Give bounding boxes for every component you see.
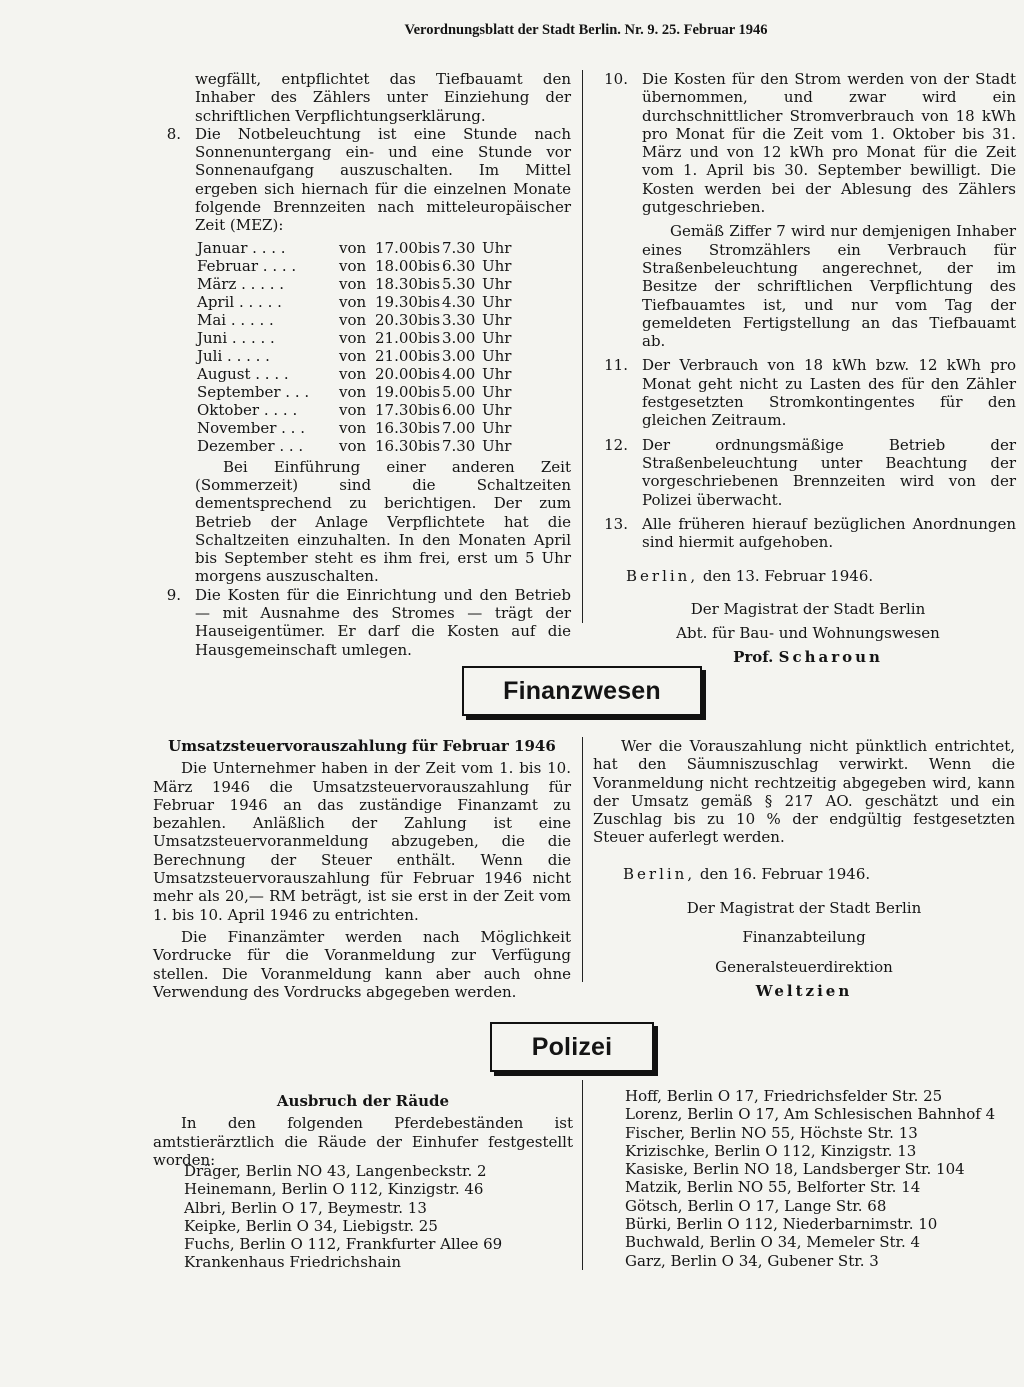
burn-times-cell-month: April . . . . . xyxy=(197,292,282,311)
item-12-number: 12. xyxy=(604,435,628,454)
finanz-dateline xyxy=(593,865,1015,883)
left-column-top xyxy=(153,70,571,659)
running-header: Verordnungsblatt der Stadt Berlin. Nr. 9. 25. Februar 1946 xyxy=(404,22,768,38)
finanz-dateline-city: Berlin, xyxy=(623,864,696,883)
finanz-paragraph-1: Die Unternehmer haben in der Zeit vom 1. bis 10. März 1946 die Umsatzsteuervorauszahlung für Februar 1946 an das zuständige Finanzamt zu bezahlen. Anläßlich der Zahlung ist eine Umsatzsteuervoranmeldung abzugeben, die die Berechnung der Steuer enthält. Wenn die Umsatzsteuervorauszahlung für Februar 1946 nicht mehr als 20,— RM beträgt, ist sie erst in der Zeit vom 1. bis 10. April 1946 zu entrichten. xyxy=(153,759,571,924)
burn-times-cell-von: von xyxy=(339,382,367,401)
section-title-polizei-text: Polizei xyxy=(531,1032,613,1061)
item-12-text: Der ordnungsmäßige Betrieb der Straßenbeleuchtung unter Beachtung der vorgeschriebenen Brennzeiten wird von der Polizei überwacht. xyxy=(642,435,1016,509)
burn-times-cell-bis: bis xyxy=(417,364,441,383)
stable-entry: Matzik, Berlin NO 55, Belforter Str. 14 xyxy=(625,1178,921,1197)
burn-times-cell-to: 3.00 xyxy=(441,328,476,347)
burn-times-cell-from: 21.00 xyxy=(375,328,418,347)
burn-times-cell-uhr: Uhr xyxy=(481,400,512,419)
signature-title: Prof. xyxy=(733,648,774,667)
item-10-paragraph-2: Gemäß Ziffer 7 wird nur demjenigen Inhaber eines Stromzählers ein Verbrauch für Straßenbeleuchtung angerechnet, der im Besitze der schriftlichen Verpflichtung des Tiefbauamtes ist, und nur vom Tag der gemeldeten Fertigstellung an das Tiefbauamt ab. xyxy=(642,222,1016,351)
dateline xyxy=(600,567,1016,585)
burn-times-cell-month: August . . . . xyxy=(197,364,289,383)
continued-paragraph: wegfällt, entpflichtet das Tiefbauamt den Inhaber des Zählers unter Einziehung der schriftlichen Verpflichtungserklärung. xyxy=(195,70,571,125)
burn-times-cell-uhr: Uhr xyxy=(481,310,512,329)
burn-times-cell-uhr: Uhr xyxy=(481,346,512,365)
burn-times-cell-von: von xyxy=(339,256,367,275)
burn-times-cell-to: 7.30 xyxy=(441,436,476,455)
burn-times-row xyxy=(197,239,511,257)
section-title-finanzwesen xyxy=(462,666,702,716)
burn-times-body xyxy=(197,239,511,455)
dateline-city: Berlin, xyxy=(626,567,699,586)
burn-times-row xyxy=(197,257,511,275)
burn-times-cell-to: 3.30 xyxy=(441,310,476,329)
signature-line-1: Der Magistrat der Stadt Berlin xyxy=(690,599,926,618)
stable-entry: Kasiske, Berlin NO 18, Landsberger Str. 104 xyxy=(625,1160,965,1179)
burn-times-cell-to: 7.30 xyxy=(441,238,476,257)
stable-entry: Keipke, Berlin O 34, Liebigstr. 25 xyxy=(184,1216,438,1235)
finanz-signature-name: Weltzien xyxy=(755,981,853,1000)
polizei-intro: In den folgenden Pferdebeständen ist amtstierärztlich die Räude der Einhufer festgestellt worden: xyxy=(153,1114,573,1169)
burn-times-cell-from: 18.00 xyxy=(375,256,418,275)
burn-times-row xyxy=(197,275,511,293)
burn-times-cell-von: von xyxy=(339,292,367,311)
burn-times-cell-von: von xyxy=(339,364,367,383)
burn-times-cell-month: Februar . . . . xyxy=(197,256,297,275)
burn-times-cell-uhr: Uhr xyxy=(481,364,512,383)
burn-times-cell-von: von xyxy=(339,418,367,437)
burn-times-cell-to: 6.30 xyxy=(441,256,476,275)
item-9 xyxy=(153,586,571,659)
item-11 xyxy=(600,356,1016,429)
dateline-date: den 13. Februar 1946. xyxy=(702,567,874,586)
section-title-polizei xyxy=(490,1022,654,1072)
signature-line-3 xyxy=(600,648,1016,666)
burn-times-cell-from: 19.00 xyxy=(375,382,418,401)
item-8 xyxy=(153,125,571,586)
finanz-left-column xyxy=(153,737,571,1001)
item-10-number: 10. xyxy=(604,70,628,88)
burn-times-cell-from: 17.00 xyxy=(375,238,418,257)
burn-times-cell-bis: bis xyxy=(417,310,441,329)
finanz-signature-3: Generalsteuerdirektion xyxy=(715,957,893,976)
finanz-subhead: Umsatzsteuervorauszahlung für Februar 1946 xyxy=(168,737,556,755)
burn-times-cell-von: von xyxy=(339,238,367,257)
burn-times-row xyxy=(197,365,511,383)
burn-times-cell-from: 16.30 xyxy=(375,418,418,437)
burn-times-cell-uhr: Uhr xyxy=(481,436,512,455)
burn-times-cell-to: 3.00 xyxy=(441,346,476,365)
signature-line-2: Abt. für Bau- und Wohnungswesen xyxy=(676,624,940,643)
item-13-number: 13. xyxy=(604,514,628,533)
burn-times-cell-to: 4.00 xyxy=(441,364,476,383)
burn-times-cell-month: Mai . . . . . xyxy=(197,310,274,329)
burn-times-row xyxy=(197,383,511,401)
item-9-text: Die Kosten für die Einrichtung und den Betrieb — mit Ausnahme des Stromes — trägt der Hauseigentümer. Er darf die Kosten auf die Hausgemeinschaft umlegen. xyxy=(195,585,571,659)
burn-times-cell-from: 20.30 xyxy=(375,310,418,329)
item-13 xyxy=(600,515,1016,552)
burn-times-cell-to: 5.00 xyxy=(441,382,476,401)
item-10-text: Die Kosten für den Strom werden von der Stadt übernommen, und zwar wird ein durchschnittlicher Stromverbrauch von 18 kWh pro Monat für die Zeit vom 1. Oktober bis 31. März und von 12 kWh pro Monat für die Zeit vom 1. April bis 30. September bewilligt. Die Kosten werden bei der Ablesung des Zählers gutgeschrieben. xyxy=(642,70,1016,217)
burn-times-cell-to: 4.30 xyxy=(441,292,476,311)
burn-times-cell-bis: bis xyxy=(417,238,441,257)
stable-entry: Bürki, Berlin O 112, Niederbarnimstr. 10 xyxy=(625,1215,938,1234)
item-9-number: 9. xyxy=(166,585,181,604)
burn-times-table xyxy=(197,239,511,455)
stable-entry: Buchwald, Berlin O 34, Memeler Str. 4 xyxy=(625,1233,921,1252)
burn-times-cell-von: von xyxy=(339,328,367,347)
burn-times-cell-uhr: Uhr xyxy=(481,328,512,347)
column-rule-finanz xyxy=(582,737,583,982)
stable-entry: Hoff, Berlin O 17, Friedrichsfelder Str. 25 xyxy=(625,1087,943,1105)
burn-times-cell-uhr: Uhr xyxy=(481,292,512,311)
burn-times-cell-von: von xyxy=(339,436,367,455)
burn-times-cell-bis: bis xyxy=(417,346,441,365)
stable-entry: Krizischke, Berlin O 112, Kinzigstr. 13 xyxy=(625,1141,917,1160)
burn-times-row xyxy=(197,347,511,365)
burn-times-cell-bis: bis xyxy=(417,256,441,275)
burn-times-cell-month: Oktober . . . . xyxy=(197,400,298,419)
burn-times-cell-month: März . . . . . xyxy=(197,274,285,293)
burn-times-cell-month: Dezember . . . xyxy=(197,436,304,455)
burn-times-cell-to: 6.00 xyxy=(441,400,476,419)
burn-times-cell-bis: bis xyxy=(417,328,441,347)
item-8-number: 8. xyxy=(166,124,181,143)
burn-times-cell-bis: bis xyxy=(417,418,441,437)
burn-times-cell-from: 21.00 xyxy=(375,346,418,365)
stable-entry: Götsch, Berlin O 17, Lange Str. 68 xyxy=(625,1196,887,1215)
stable-entry: Krankenhaus Friedrichshain xyxy=(184,1253,401,1272)
affected-stables-list-left xyxy=(184,1162,502,1272)
burn-times-cell-von: von xyxy=(339,310,367,329)
item-10 xyxy=(600,70,1016,350)
right-column-top xyxy=(600,70,1016,667)
burn-times-cell-month: Juni . . . . . xyxy=(197,328,275,347)
burn-times-cell-from: 16.30 xyxy=(375,436,418,455)
item-8-text: Die Notbeleuchtung ist eine Stunde nach Sonnenuntergang ein- und eine Stunde vor Sonnenaufgang auszuschalten. Im Mittel ergeben sich hiernach für die einzelnen Monate folgende Brennzeiten nach mitteleuropäischer Zeit (MEZ): xyxy=(195,124,571,235)
section-title-finanzwesen-text: Finanzwesen xyxy=(503,676,661,705)
burn-times-row xyxy=(197,401,511,419)
finanz-paragraph-3: Wer die Vorauszahlung nicht pünktlich entrichtet, hat den Säumniszuschlag verwirkt. Wenn die Voranmeldung nicht rechtzeitig abgegeben wird, kann der Umsatz gemäß § 217 AO. geschätzt und ein Zuschlag bis zu 10 % der endgültig festgesetzten Steuer auferlegt werden. xyxy=(593,737,1015,847)
stable-entry: Heinemann, Berlin O 112, Kinzigstr. 46 xyxy=(184,1180,484,1199)
burn-times-cell-month: November . . . xyxy=(197,418,305,437)
burn-times-cell-bis: bis xyxy=(417,274,441,293)
burn-times-cell-from: 20.00 xyxy=(375,364,418,383)
burn-times-cell-uhr: Uhr xyxy=(481,238,512,257)
stable-entry: Dräger, Berlin NO 43, Langenbeckstr. 2 xyxy=(184,1162,487,1180)
burn-times-row xyxy=(197,311,511,329)
stable-entry: Albri, Berlin O 17, Beymestr. 13 xyxy=(184,1198,427,1217)
burn-times-cell-bis: bis xyxy=(417,400,441,419)
burn-times-cell-von: von xyxy=(339,400,367,419)
burn-times-cell-uhr: Uhr xyxy=(481,382,512,401)
finanz-dateline-date: den 16. Februar 1946. xyxy=(699,864,871,883)
finanz-right-column xyxy=(593,737,1015,1000)
burn-times-cell-von: von xyxy=(339,346,367,365)
item-11-text: Der Verbrauch von 18 kWh bzw. 12 kWh pro Monat geht nicht zu Lasten des für den Zähler festgesetzten Stromkontingentes für den gleichen Zeitraum. xyxy=(642,356,1016,430)
signature-name: Scharoun xyxy=(778,648,883,667)
burn-times-cell-bis: bis xyxy=(417,436,441,455)
finanz-signature-1: Der Magistrat der Stadt Berlin xyxy=(686,899,922,918)
burn-times-row xyxy=(197,329,511,347)
burn-times-cell-von: von xyxy=(339,274,367,293)
burn-times-cell-from: 17.30 xyxy=(375,400,418,419)
burn-times-cell-uhr: Uhr xyxy=(481,274,512,293)
polizei-subhead: Ausbruch der Räude xyxy=(276,1092,450,1110)
finanz-signature-2: Finanzabteilung xyxy=(742,928,866,947)
burn-times-cell-month: Juli . . . . . xyxy=(197,346,270,365)
burn-times-row xyxy=(197,419,511,437)
burn-times-cell-month: September . . . xyxy=(197,382,310,401)
burn-times-cell-to: 7.00 xyxy=(441,418,476,437)
finanz-paragraph-2: Die Finanzämter werden nach Möglichkeit Vordrucke für die Voranmeldung zur Verfügung stellen. Die Voranmeldung kann aber auch ohne Verwendung des Vordrucks abgegeben werden. xyxy=(153,927,571,1001)
stable-entry: Fischer, Berlin NO 55, Höchste Str. 13 xyxy=(625,1123,918,1142)
item-11-number: 11. xyxy=(604,356,628,375)
burn-times-cell-uhr: Uhr xyxy=(481,256,512,275)
affected-stables-list-right xyxy=(625,1087,995,1270)
burn-times-cell-uhr: Uhr xyxy=(481,418,512,437)
burn-times-cell-to: 5.30 xyxy=(441,274,476,293)
item-13-text: Alle früheren hierauf bezüglichen Anordnungen sind hiermit aufgehoben. xyxy=(642,514,1016,552)
item-8-after: Bei Einführung einer anderen Zeit (Sommerzeit) sind die Schaltzeiten dementsprechend zu berichtigen. Der zum Betrieb der Anlage Verpflichtete hat die Schaltzeiten einzuhalten. In den Monaten April bis September steht es ihm frei, erst um 5 Uhr morgens auszuschalten. xyxy=(195,457,571,586)
burn-times-cell-from: 19.30 xyxy=(375,292,418,311)
burn-times-cell-bis: bis xyxy=(417,292,441,311)
item-12 xyxy=(600,436,1016,509)
burn-times-row xyxy=(197,437,511,455)
column-rule-polizei xyxy=(582,1080,583,1270)
burn-times-cell-month: Januar . . . . xyxy=(197,238,286,257)
stable-entry: Lorenz, Berlin O 17, Am Schlesischen Bahnhof 4 xyxy=(625,1105,996,1124)
burn-times-row xyxy=(197,293,511,311)
polizei-left-column xyxy=(153,1092,573,1169)
column-rule-top xyxy=(582,70,583,623)
stable-entry: Fuchs, Berlin O 112, Frankfurter Allee 69 xyxy=(184,1235,503,1254)
burn-times-cell-bis: bis xyxy=(417,382,441,401)
burn-times-cell-from: 18.30 xyxy=(375,274,418,293)
stable-entry: Garz, Berlin O 34, Gubener Str. 3 xyxy=(625,1251,879,1270)
